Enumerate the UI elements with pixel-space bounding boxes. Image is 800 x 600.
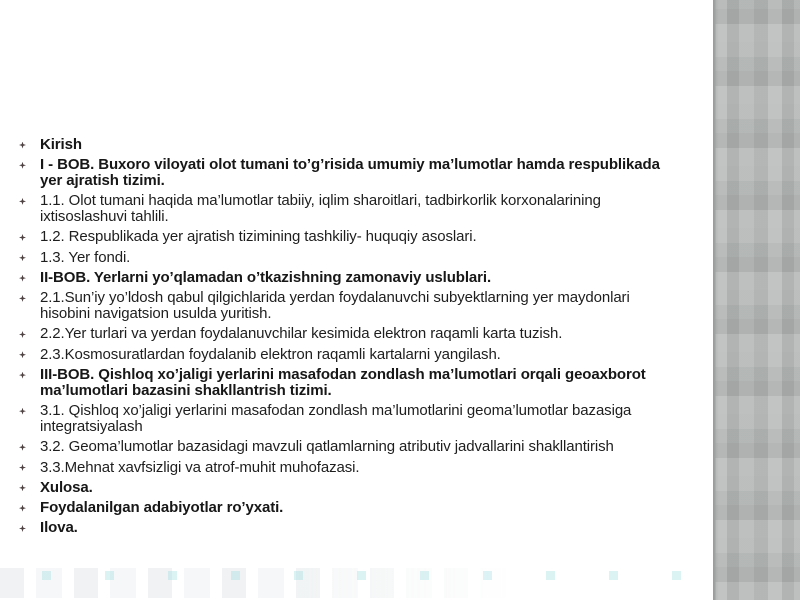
toc-item-label: I - BOB. Buxoro viloyati olot tumani to’g’risida umumiy ma’lumotlar hamda respublikada yer ajratish tizimi. <box>40 156 660 190</box>
toc-item-3-1 <box>13 403 673 435</box>
toc-item-1-2 <box>13 229 673 245</box>
toc-item-bob3 <box>13 367 673 399</box>
bullet-icon <box>19 464 26 471</box>
toc-item-ilova <box>13 520 673 536</box>
toc-item-3-2 <box>13 439 673 455</box>
toc-item-xulosa <box>13 480 673 496</box>
bullet-icon <box>19 444 26 451</box>
toc-item-label: 1.3. Yer fondi. <box>40 248 131 266</box>
bullet-icon <box>19 254 26 261</box>
toc-item-3-3 <box>13 460 673 476</box>
bullet-icon <box>19 198 26 205</box>
bullet-icon <box>19 275 26 282</box>
toc-list <box>13 137 673 541</box>
toc-item-label: 3.3.Mehnat xavfsizligi va atrof-muhit muhofazasi. <box>40 458 360 476</box>
bullet-icon <box>19 484 26 491</box>
bullet-icon <box>19 162 26 169</box>
toc-item-1-3 <box>13 250 673 266</box>
toc-item-label: 2.3.Kosmosuratlardan foydalanib elektron raqamli kartalarni yangilash. <box>40 345 501 363</box>
toc-item-2-1 <box>13 290 673 322</box>
toc-item-bob2 <box>13 270 673 286</box>
side-texture-strip <box>713 0 800 600</box>
bullet-icon <box>19 505 26 512</box>
toc-item-label: 1.1. Olot tumani haqida ma’lumotlar tabiiy, iqlim sharoitlari, tadbirkorlik korxonalarining ixtisoslashuvi tahlili. <box>40 192 601 226</box>
toc-item-1-1 <box>13 193 673 225</box>
bullet-icon <box>19 372 26 379</box>
toc-item-adabiyotlar <box>13 500 673 516</box>
toc-item-label: 2.1.Sun’iy yo’ldosh qabul qilgichlarida yerdan foydalanuvchi subyektlarning yer maydonlari hisobini navigatsion usulda yuritish. <box>40 289 630 323</box>
bullet-icon <box>19 525 26 532</box>
toc-item-label: 3.1. Qishloq xo’jaligi yerlarini masafodan zondlash ma’lumotlarini geoma’lumotlar bazasiga integratsiyalash <box>40 402 632 435</box>
bullet-icon <box>19 295 26 302</box>
toc-item-2-2 <box>13 326 673 342</box>
bottom-dots-texture <box>42 571 704 580</box>
toc-item-label: Xulosa. <box>40 478 93 496</box>
toc-item-label: 3.2. Geoma’lumotlar bazasidagi mavzuli qatlamlarning atributiv jadvallarini shakllantirish <box>40 438 614 456</box>
bullet-icon <box>19 351 26 358</box>
toc-item-label: Kirish <box>40 136 82 153</box>
toc-item-label: 2.2.Yer turlari va yerdan foydalanuvchilar kesimida elektron raqamli karta tuzish. <box>40 325 563 343</box>
bullet-icon <box>19 331 26 338</box>
toc-item-2-3 <box>13 347 673 363</box>
toc-item-kirish <box>13 137 673 153</box>
bullet-icon <box>19 408 26 415</box>
toc-item-label: II-BOB. Yerlarni yo’qlamadan o’tkazishning zamonaviy uslublari. <box>40 269 492 287</box>
toc-item-label: Foydalanilgan adabiyotlar ro’yxati. <box>40 499 284 517</box>
bullet-icon <box>19 234 26 241</box>
toc-item-label: 1.2. Respublikada yer ajratish tizimining tashkiliy- huquqiy asoslari. <box>40 228 477 246</box>
bullet-icon <box>19 142 26 149</box>
toc-item-label: Ilova. <box>40 519 78 537</box>
toc-item-bob1 <box>13 157 673 189</box>
toc-item-label: III-BOB. Qishloq xo’jaligi yerlarini masafodan zondlash ma’lumotlari orqali geoaxborot ma’lumotlari bazasini shakllantrish tizimi. <box>40 366 646 399</box>
